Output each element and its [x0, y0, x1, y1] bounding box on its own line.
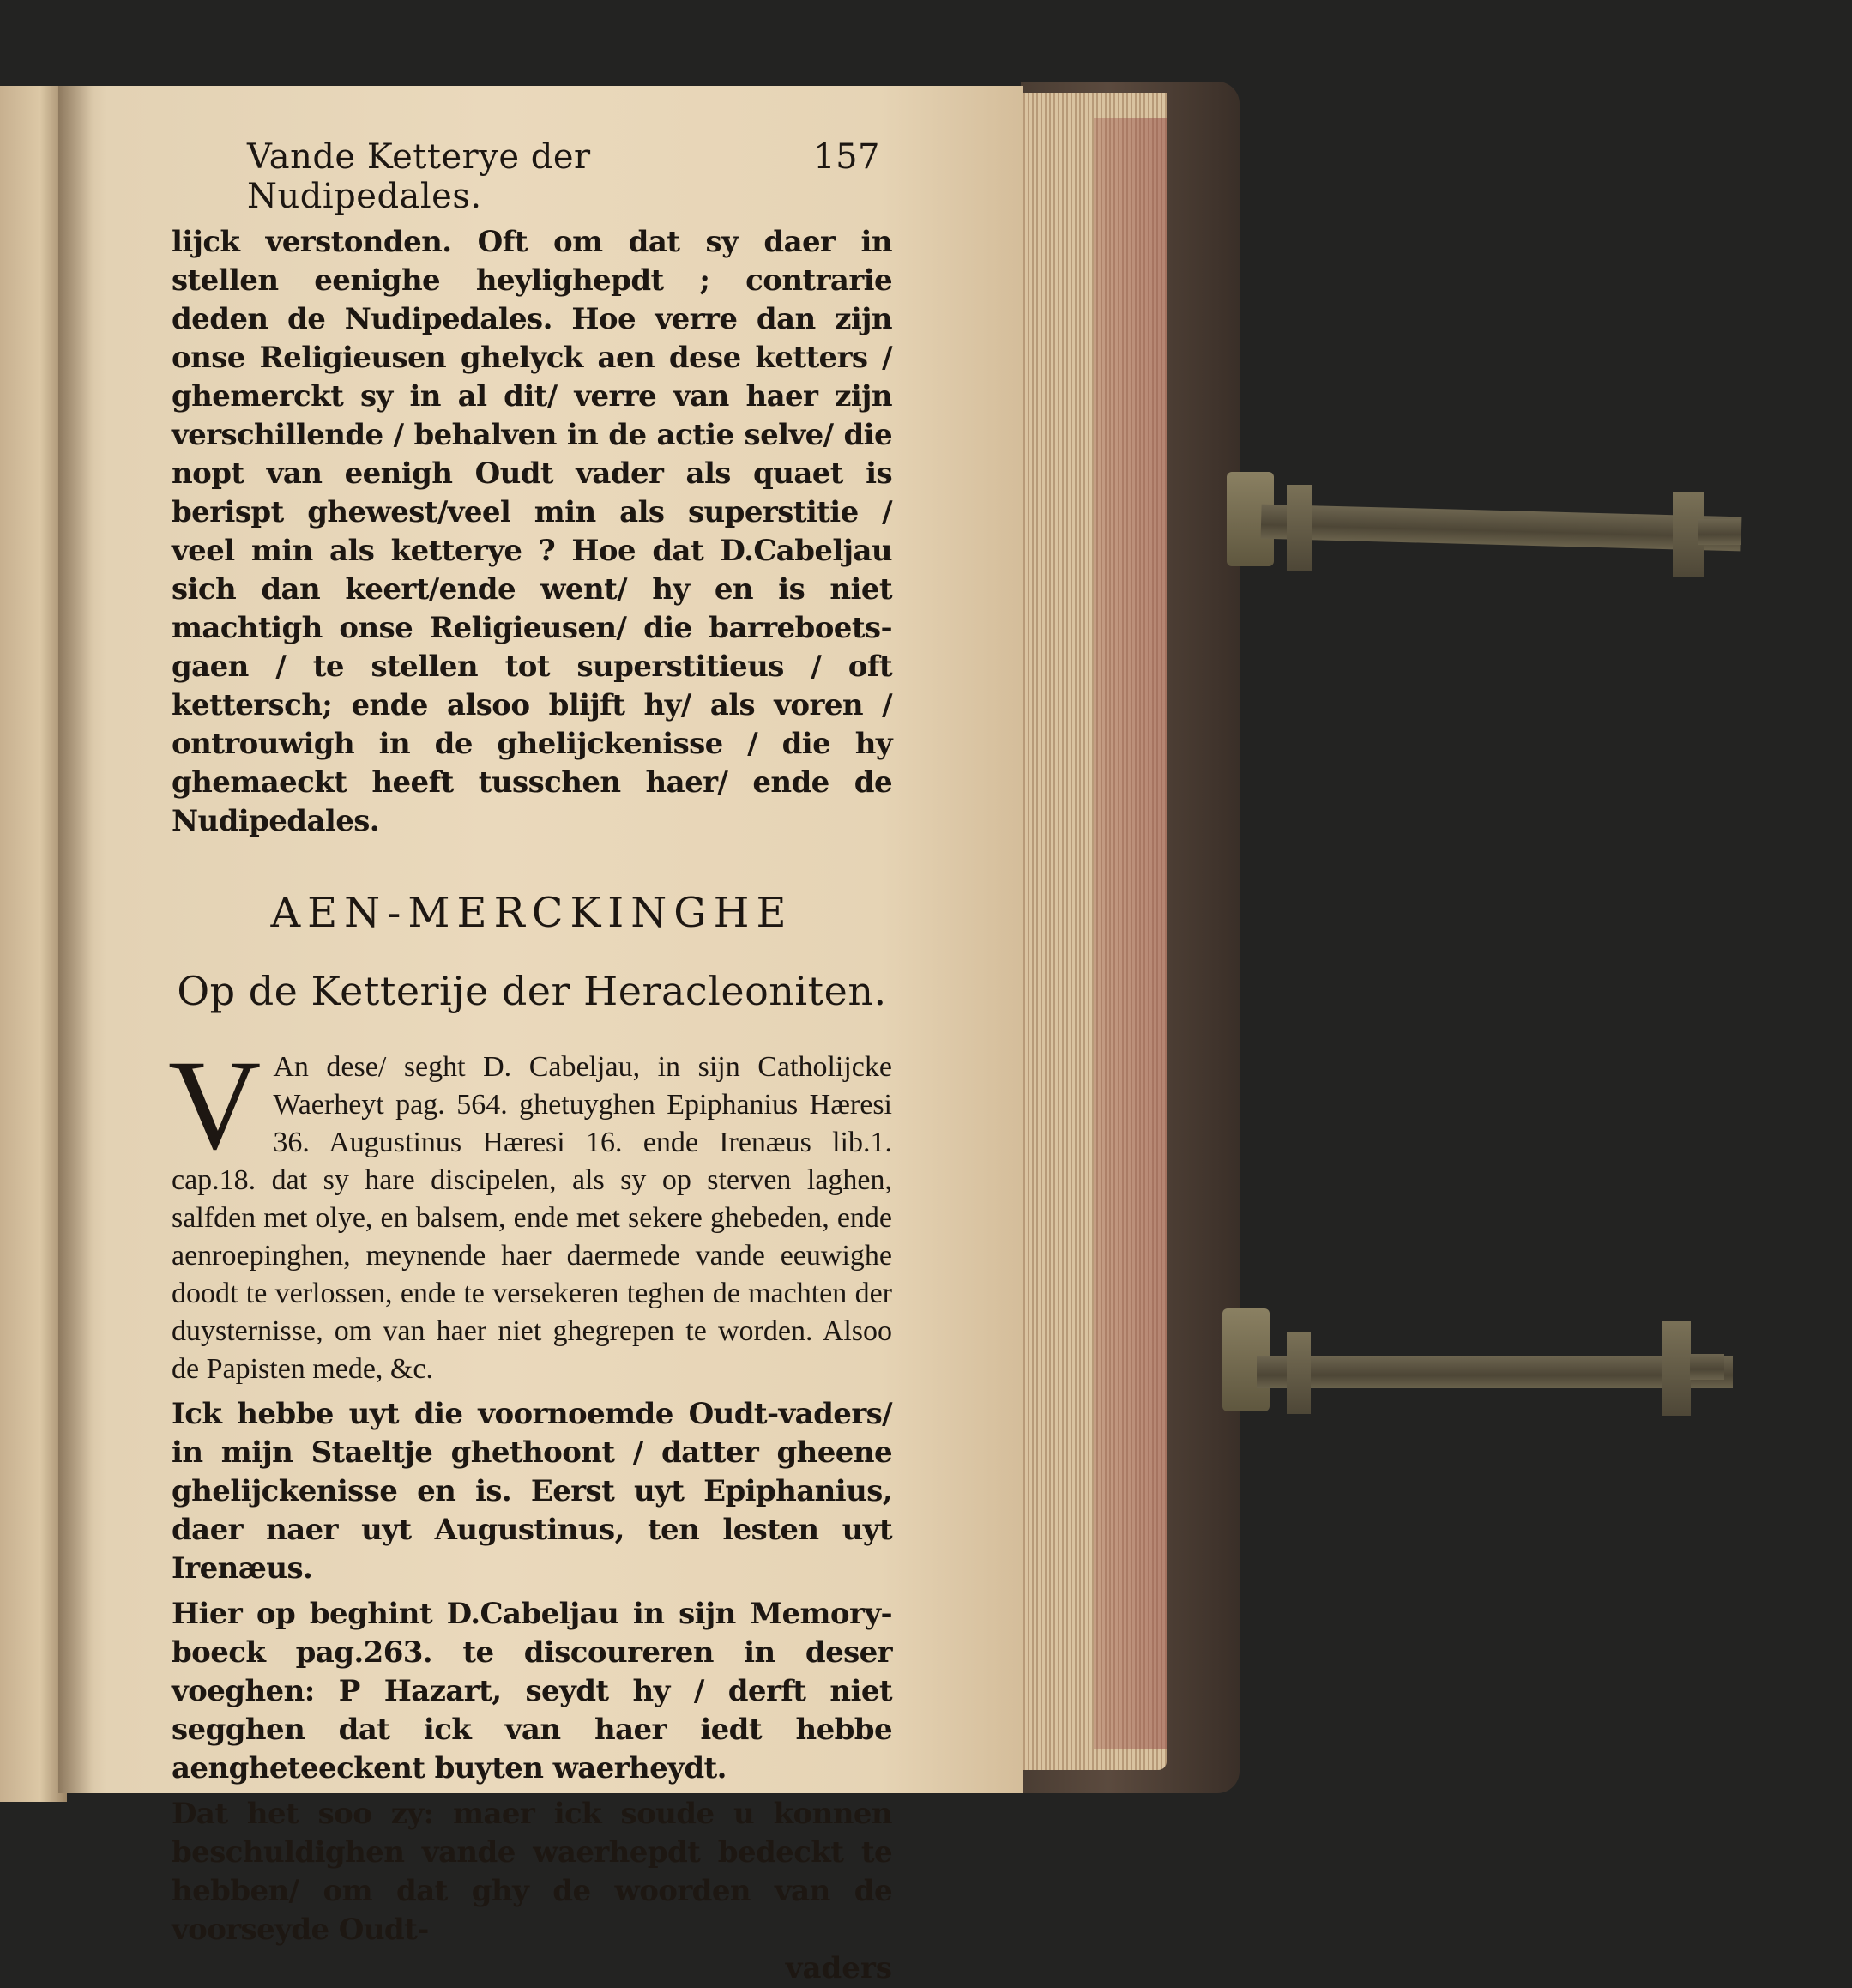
running-title: Vande Ketterye der Nudipedales. [247, 137, 591, 216]
gutter-shadow [58, 86, 93, 1793]
lower-clasp [1222, 1296, 1737, 1424]
section-heading: AEN-MERCKINGHE [270, 889, 793, 937]
page-number: 157 [813, 137, 880, 177]
upper-clasp [1227, 459, 1741, 583]
page-fore-edge [1016, 93, 1167, 1770]
left-page-edge [0, 86, 67, 1802]
section-subheading: Op de Ketterije der Heracleoniten. [177, 968, 887, 1014]
paragraph-3: Hier op beghint D.Cabeljau in sijn Memory-boeck pag.263. te discoureren in deser voeghen: P Hazart, seydt hy / derft niet segghen dat ick van haer iedt hebbe aengheteeckent buyten waerheydt. [172, 1597, 892, 1786]
catchword: vaders [785, 1951, 892, 1985]
top-paragraph: lijck verstonden. Oft om dat sy daer in stellen eenighe heylighepdt ; contrarie deden de Nudipedales. Hoe verre dan zijn onse Religieusen ghelyck aen dese ketters / ghemerckt sy in al dit/ verre van haer zijn verschillende / behalven in de actie selve/ die nopt van eenigh Oudt vader als quaet is berispt ghewest/veel min als superstitie / veel min als ketterye ? Hoe dat D.Cabeljau sich dan keert/ende went/ hy en is niet machtigh onse Religieusen/ die barreboets-gaen / te stellen tot superstitieus / oft kettersch; ende alsoo blijft hy/ als voren / ontrouwigh in de ghelijckenisse / die hy ghemaeckt heeft tusschen haer/ ende de Nudipedales. [172, 225, 892, 838]
page-text [168, 137, 892, 1988]
paragraph-2: Ick hebbe uyt die voornoemde Oudt-vaders/ in mijn Staeltje ghethoont / datter gheene ghelijckenisse en is. Eerst uyt Epiphanius, daer naer uyt Augustinus, ten lesten uyt Irenæus. [172, 1397, 892, 1586]
drop-capital: V [168, 1034, 262, 1176]
paragraph-4: Dat het soo zy: maer ick soude u konnen beschuldighen vande waerhepdt bedeckt te hebben/ om dat ghy de woorden van de voorseyde Oudt- [172, 1797, 892, 1947]
running-head [172, 137, 892, 216]
paragraph-1: An dese/ seght D. Cabeljau, in sijn Catholijcke Waerheyt pag. 564. ghetuyghen Epiphanius Hæresi 36. Augustinus Hæresi 16. ende Irenæus lib.1. cap.18. dat sy hare discipelen, als sy op sterven laghen, salfden met olye, en balsem, ende met sekere ghebeden, ende aenroepinghen, meynende haer daermede vande eeuwighe doodt te verlossen, ende te versekeren teghen de machten der duysternisse, om van haer niet ghegrepen te worden. Alsoo de Papisten mede, &c. [172, 1051, 892, 1385]
